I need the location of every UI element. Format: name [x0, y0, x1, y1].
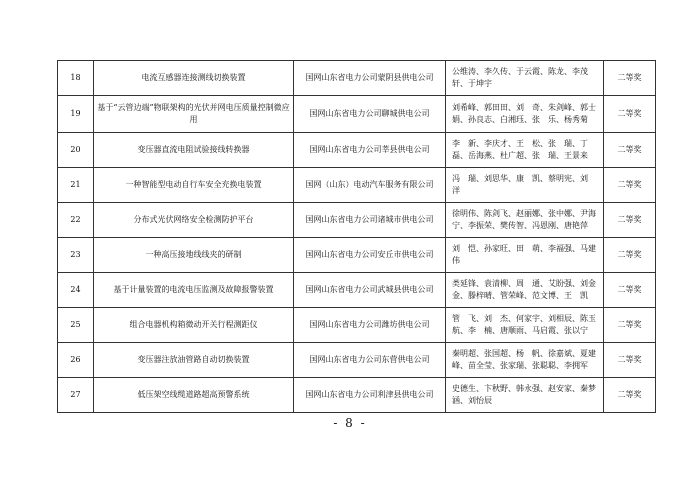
team-members: 刘 恺、孙家旺、田 萌、李福强、马建伟: [446, 238, 604, 273]
team-members: 李 新、李庆才、王 松、张 瑞、丁 磊、岳海燕、杜广超、张 瑞、王景来: [446, 133, 604, 168]
table-row: [58, 203, 656, 238]
table-row: [58, 96, 656, 133]
project-title: 低压架空线缆道路超高预警系统: [94, 378, 294, 413]
team-members: 公维涛、李久传、于云霞、陈龙、李茂轩、于坤宇: [446, 61, 604, 96]
page-number: - 8 -: [333, 416, 367, 430]
team-members: 冯 瑞、刘思华、康 凯、蔡明宪、刘 洋: [446, 168, 604, 203]
team-members: 史德生、卞秋野、韩永强、赵安家、秦梦涵、刘怡辰: [446, 378, 604, 413]
team-members: 秦明超、张国超、杨 帆、徐嘉斌、夏建峰、苗全莹、张家瑞、张聪聪、李拥军: [446, 343, 604, 378]
table-row: [58, 343, 656, 378]
row-number: 25: [58, 308, 94, 343]
company-unit: 国网山东省电力公司莘县供电公司: [294, 133, 446, 168]
table-row: [58, 61, 656, 96]
project-title: 一种智能型电动自行车安全充换电装置: [94, 168, 294, 203]
row-number: 20: [58, 133, 94, 168]
company-unit: 国网山东省电力公司诸城市供电公司: [294, 203, 446, 238]
team-members: 刘希峰、郭田田、刘 奇、朱剑峰、郭士娟、孙良志、白湘珏、张 乐、杨秀菊: [446, 96, 604, 133]
award-level: 二等奖: [604, 203, 656, 238]
award-table: [57, 60, 656, 413]
company-unit: 国网山东省电力公司利津县供电公司: [294, 378, 446, 413]
award-level: 二等奖: [604, 378, 656, 413]
award-level: 二等奖: [604, 61, 656, 96]
project-title: 电流互感器连接测线切换装置: [94, 61, 294, 96]
row-number: 22: [58, 203, 94, 238]
table-row: [58, 308, 656, 343]
table-row: [58, 273, 656, 308]
award-level: 二等奖: [604, 343, 656, 378]
project-title: 分布式光伏网络安全检测防护平台: [94, 203, 294, 238]
project-title: 组合电器机构箱微动开关行程测距仪: [94, 308, 294, 343]
project-title: 变压器注放油管路自动切换装置: [94, 343, 294, 378]
project-title: 基于“云管边端”物联架构的光伏并网电压质量控制微应用: [94, 96, 294, 133]
company-unit: 国网山东省电力公司安丘市供电公司: [294, 238, 446, 273]
award-level: 二等奖: [604, 308, 656, 343]
company-unit: 国网（山东）电动汽车服务有限公司: [294, 168, 446, 203]
project-title: 变压器直流电阻试验接线转换器: [94, 133, 294, 168]
company-unit: 国网山东省电力公司聊城供电公司: [294, 96, 446, 133]
row-number: 26: [58, 343, 94, 378]
award-level: 二等奖: [604, 133, 656, 168]
row-number: 23: [58, 238, 94, 273]
company-unit: 国网山东省电力公司东营供电公司: [294, 343, 446, 378]
row-number: 19: [58, 96, 94, 133]
row-number: 24: [58, 273, 94, 308]
team-members: 管 飞、刘 杰、何家宇、刘相辰、陈玉航、李 楠、唐顺雨、马启霞、张以宁: [446, 308, 604, 343]
project-title: 基于计量装置的电流电压监测及故障报警装置: [94, 273, 294, 308]
award-level: 二等奖: [604, 96, 656, 133]
award-level: 二等奖: [604, 238, 656, 273]
award-level: 二等奖: [604, 273, 656, 308]
company-unit: 国网山东省电力公司蒙阴县供电公司: [294, 61, 446, 96]
project-title: 一种高压接地线线夹的研制: [94, 238, 294, 273]
table-row: [58, 238, 656, 273]
table-row: [58, 133, 656, 168]
row-number: 18: [58, 61, 94, 96]
company-unit: 国网山东省电力公司武城县供电公司: [294, 273, 446, 308]
row-number: 21: [58, 168, 94, 203]
company-unit: 国网山东省电力公司潍坊供电公司: [294, 308, 446, 343]
table-row: [58, 378, 656, 413]
team-members: 徐明伟、陈剑飞、赵丽娜、张中娜、尹海宁、李振荣、樊传智、冯恩刚、唐艳萍: [446, 203, 604, 238]
table-row: [58, 168, 656, 203]
award-table-body: [58, 61, 656, 413]
award-level: 二等奖: [604, 168, 656, 203]
team-members: 类延锋、袁清柳、周 通、艾盼强、刘金金、滕梓晴、管荣峰、范文博、王 凯: [446, 273, 604, 308]
row-number: 27: [58, 378, 94, 413]
